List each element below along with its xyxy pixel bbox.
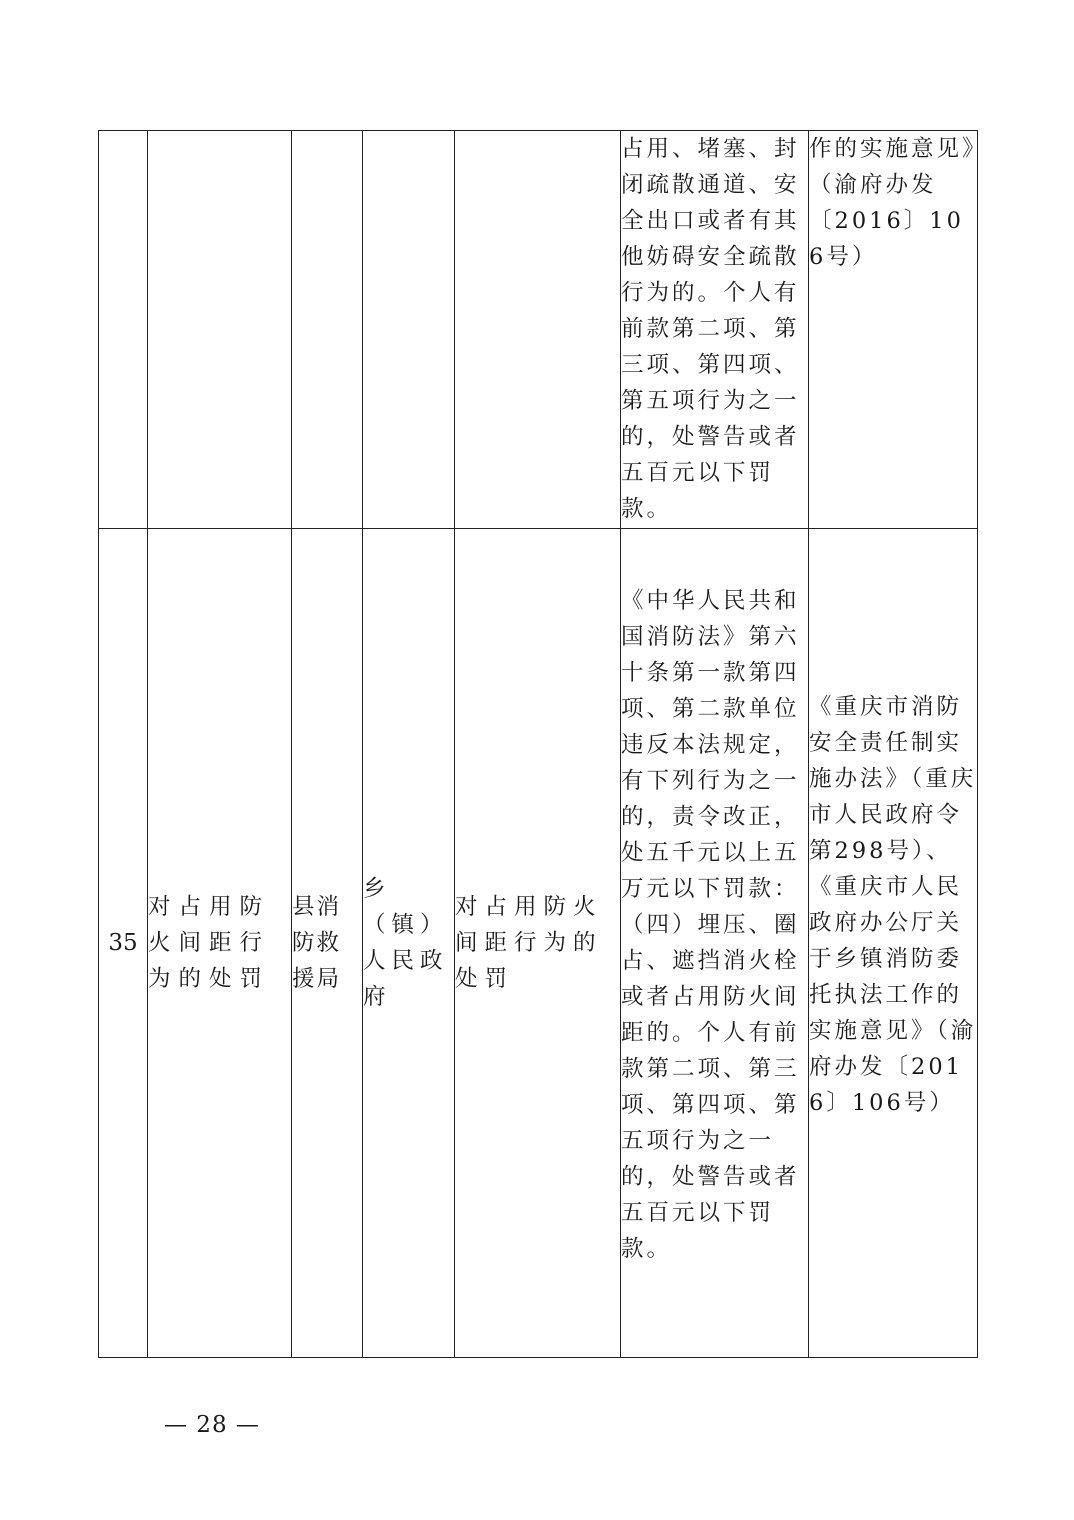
page-number: — 28 — (164, 1412, 260, 1438)
item-name-cell: 对占用防火间距行为的处罚 (455, 529, 621, 1358)
delegation-basis-cell: 作的实施意见》（渝府办发〔2016〕106号） (809, 131, 978, 529)
item-title-cell (148, 131, 292, 529)
item-title-cell: 对占用防火间距行为的处罚 (148, 529, 292, 1358)
delegation-basis-cell: 《重庆市消防安全责任制实施办法》（重庆市人民政府令第298号）、《重庆市人民政府办公厅关于乡镇消防委托执法工作的实施意见》（渝府办发〔2016〕106号） (809, 529, 978, 1358)
delegated-organization-cell (363, 131, 455, 529)
item-number-cell (99, 131, 148, 529)
department-cell (292, 131, 363, 529)
enforcement-items-table (98, 130, 978, 1358)
department-cell: 县消防救援局 (292, 529, 363, 1358)
table-row (99, 529, 978, 1358)
table-row (99, 131, 978, 529)
legal-basis-cell: 《中华人民共和国消防法》第六十条第一款第四项、第二款单位违反本法规定，有下列行为之一的，责令改正，处五千元以上五万元以下罚款：（四）埋压、圈占、遮挡消火栓或者占用防火间距的。个人有前款第二项、第三项、第四项、第五项行为之一的，处警告或者五百元以下罚款。 (621, 529, 809, 1358)
legal-basis-cell: 占用、堵塞、封闭疏散通道、安全出口或者有其他妨碍安全疏散行为的。个人有前款第二项、第三项、第四项、第五项行为之一的，处警告或者五百元以下罚款。 (621, 131, 809, 529)
item-name-cell (455, 131, 621, 529)
item-number-cell: 35 (99, 529, 148, 1358)
delegated-organization-cell: 乡（镇）人民政府 (363, 529, 455, 1358)
